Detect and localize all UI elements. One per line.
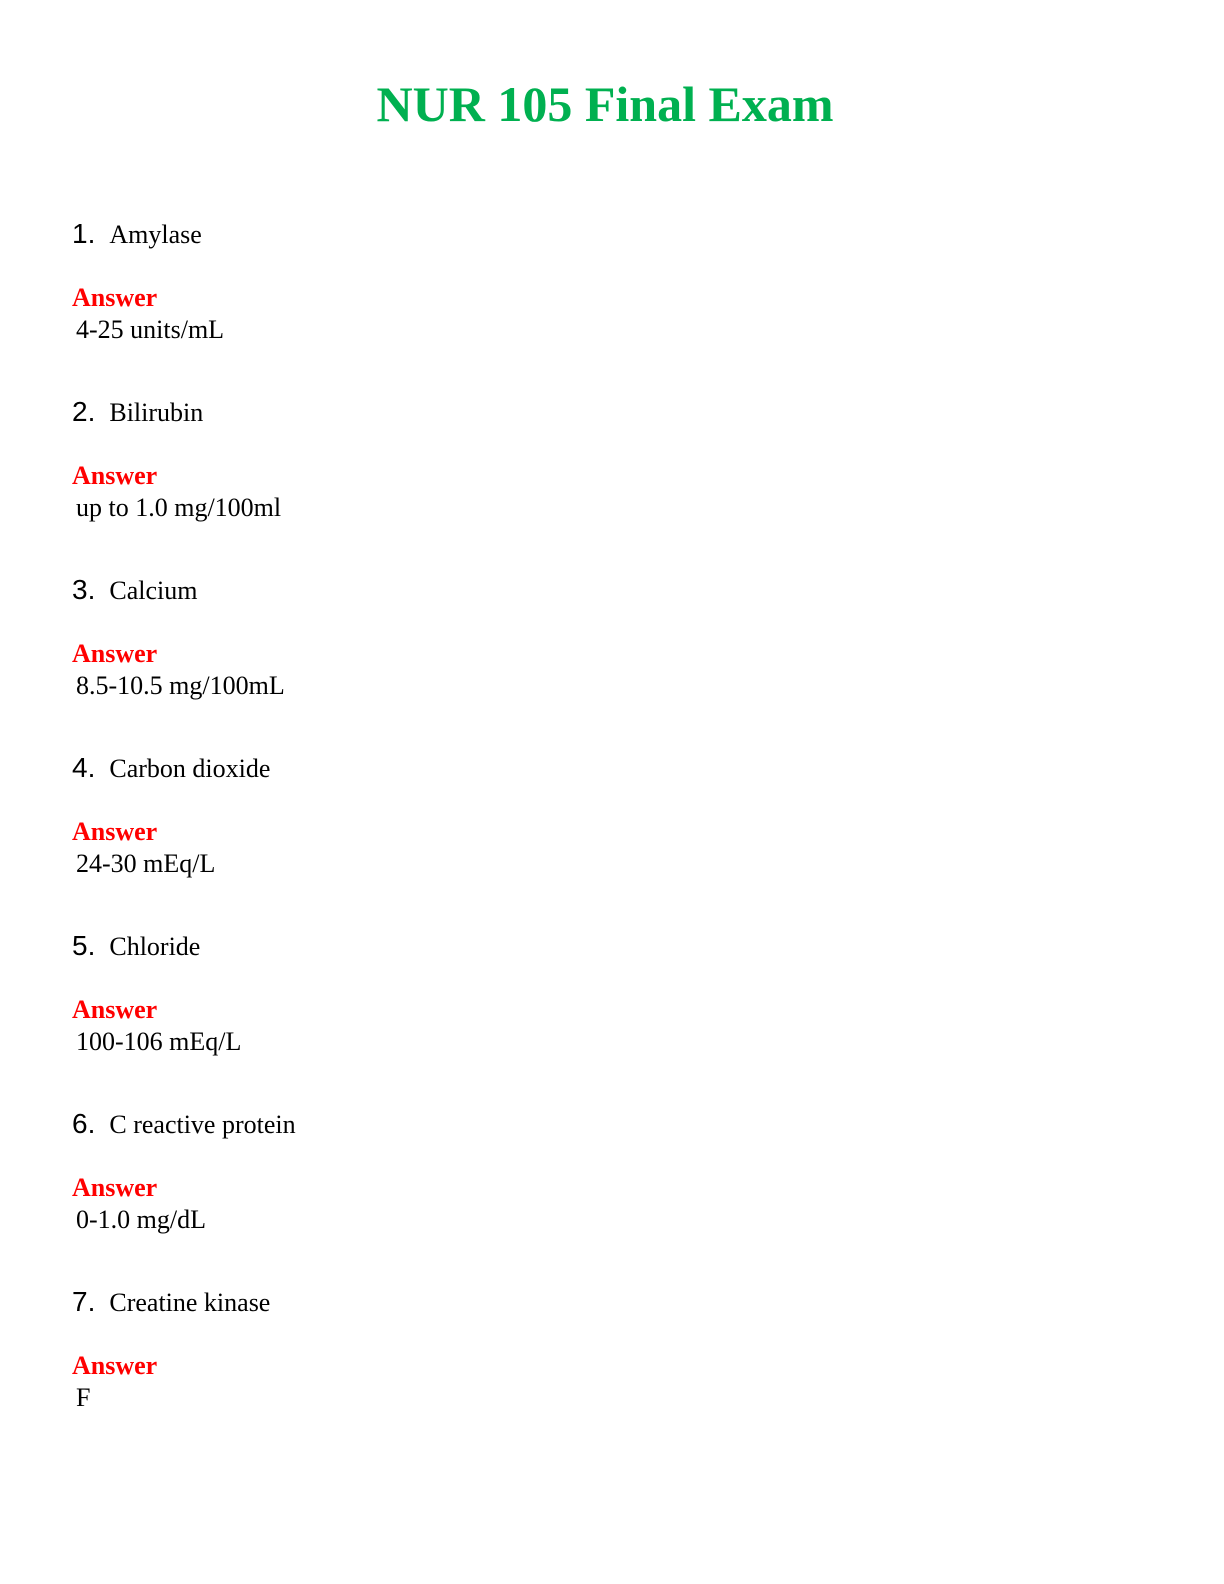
- question-number: 7.: [72, 1286, 96, 1317]
- question-item: [72, 570, 296, 748]
- answer-value: 0-1.0 mg/dL: [76, 1205, 206, 1234]
- answer-label: Answer: [72, 1173, 158, 1202]
- answer-value: 8.5-10.5 mg/100mL: [76, 671, 285, 700]
- answer-value: 4-25 units/mL: [76, 315, 225, 344]
- question: [72, 214, 296, 254]
- answer-value: up to 1.0 mg/100ml: [76, 493, 282, 522]
- question-number: 2.: [72, 396, 96, 427]
- answer-label: Answer: [72, 1351, 158, 1380]
- question-item: [72, 392, 296, 570]
- question: [72, 392, 296, 432]
- question-text: Calcium: [109, 576, 198, 605]
- question-number: 4.: [72, 752, 96, 783]
- question-item: [72, 214, 296, 392]
- question-text: Carbon dioxide: [109, 754, 271, 783]
- question-text: Chloride: [109, 932, 201, 961]
- answer-value: F: [76, 1383, 91, 1412]
- question: [72, 926, 296, 966]
- answer-label: Answer: [72, 639, 158, 668]
- question-number: 1.: [72, 218, 96, 249]
- question-text: Amylase: [109, 220, 202, 249]
- question-text: C reactive protein: [109, 1110, 296, 1139]
- question-item: [72, 748, 296, 926]
- question: [72, 1282, 296, 1322]
- question-text: Creatine kinase: [109, 1288, 271, 1317]
- question-text: Bilirubin: [109, 398, 204, 427]
- question-item: [72, 1104, 296, 1282]
- page-title: NUR 105 Final Exam: [376, 76, 834, 132]
- answer-label: Answer: [72, 995, 158, 1024]
- question-number: 5.: [72, 930, 96, 961]
- question: [72, 570, 296, 610]
- answer-label: Answer: [72, 283, 158, 312]
- answer-label: Answer: [72, 461, 158, 490]
- answer-label: Answer: [72, 817, 158, 846]
- question-number: 3.: [72, 574, 96, 605]
- question-list: [72, 214, 296, 1460]
- question-item: [72, 926, 296, 1104]
- question-item: [72, 1282, 296, 1460]
- question-number: 6.: [72, 1108, 96, 1139]
- answer-value: 24-30 mEq/L: [76, 849, 216, 878]
- question: [72, 1104, 296, 1144]
- question: [72, 748, 296, 788]
- answer-value: 100-106 mEq/L: [76, 1027, 242, 1056]
